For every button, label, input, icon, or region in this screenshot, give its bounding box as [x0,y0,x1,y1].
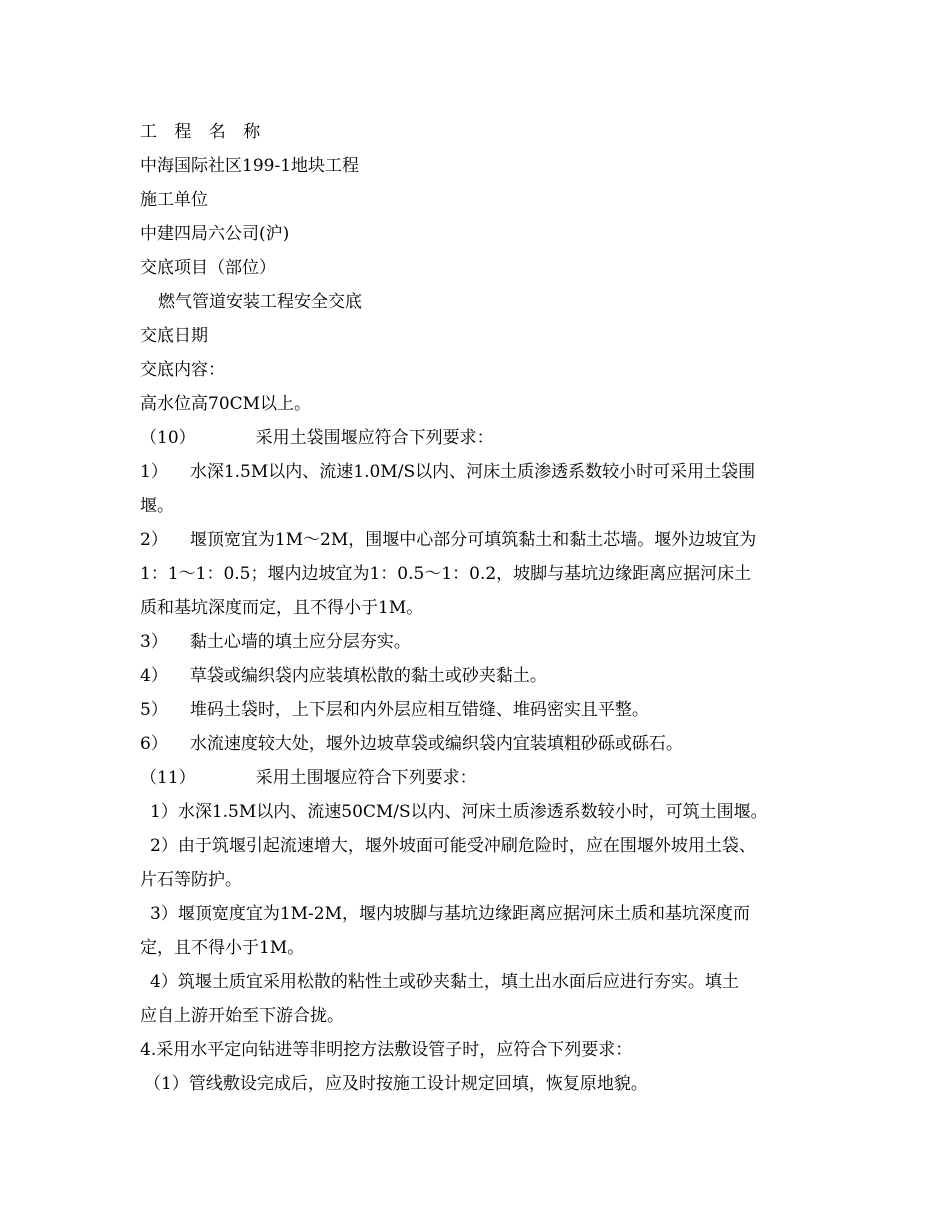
list-number: 3） [140,632,168,652]
section-number: （10） [140,428,196,448]
paragraph-line: 1：1～1：0.5；堰内边坡宜为1：0.5～1：0.2，坡脚与基坑边缘距离应据河床土 [140,564,752,584]
section-heading [140,421,830,455]
section-title: 采用土袋围堰应符合下列要求： [255,428,494,448]
paragraph-line: 定，且不得小于1M。 [140,938,305,958]
list-item [140,625,830,659]
list-item: 2）由于筑堰引起流速增大，堰外坡面可能受冲刷危险时，应在围堰外坡用土袋、 [150,836,756,856]
item-label: 交底项目（部位） [140,258,276,278]
list-number: 6） [140,734,168,754]
section-title: 采用土围堰应符合下列要求： [255,768,477,788]
list-item: 4）筑堰土质宜采用松散的粘性土或砂夹黏土，填土出水面后应进行夯实。填土 [150,972,739,992]
list-text: 堰顶宽宜为1M～2M，围堰中心部分可填筑黏土和黏土芯墙。堰外边坡宜为 [189,530,757,550]
list-number: 5） [140,700,168,720]
paragraph-line: 质和基坑深度而定，且不得小于1M。 [140,598,424,618]
paragraph-line: 片石等防护。 [140,870,242,890]
paragraph-line: 高水位高70CM以上。 [140,394,312,414]
item-value: 燃气管道安装工程安全交底 [158,292,362,312]
list-number: 4） [140,666,168,686]
document-page [140,115,830,1101]
list-item: 1）水深1.5M以内、流速50CM/S以内、河床土质渗透系数较小时，可筑土围堰。 [150,802,768,822]
section-heading: 4.采用水平定向钻进等非明挖方法敷设管子时，应符合下列要求： [140,1040,633,1060]
section-heading [140,761,830,795]
list-number: 1） [140,462,168,482]
section-number: （11） [140,768,196,788]
paragraph-line: 堰。 [140,496,174,516]
project-name-value: 中海国际社区199-1地块工程 [140,156,360,176]
list-item: 3）堰顶宽度宜为1M-2M，堰内坡脚与基坑边缘距离应据河床土质和基坑深度而 [150,904,751,924]
paragraph-line: 应自上游开始至下游合拢。 [140,1006,344,1026]
list-item [140,659,830,693]
list-item [140,693,830,727]
list-text: 水深1.5M以内、流速1.0M/S以内、河床土质渗透系数较小时可采用土袋围 [189,462,756,482]
list-item [140,727,830,761]
contractor-value: 中建四局六公司(沪) [140,224,290,244]
date-label: 交底日期 [140,326,208,346]
list-text: 草袋或编织袋内应装填松散的黏土或砂夹黏土。 [189,666,547,686]
contractor-label: 施工单位 [140,190,208,210]
list-item: （1）管线敷设完成后，应及时按施工设计规定回填，恢复原地貌。 [144,1074,648,1094]
list-item [140,523,830,557]
content-label: 交底内容： [140,360,225,380]
list-number: 2） [140,530,168,550]
list-text: 黏土心墙的填土应分层夯实。 [189,632,411,652]
list-item [140,455,830,489]
list-text: 水流速度较大处，堰外边坡草袋或编织袋内宜装填粗砂砾或砾石。 [189,734,683,754]
list-text: 堆码土袋时，上下层和内外层应相互错缝、堆码密实且平整。 [189,700,649,720]
project-name-label: 工 程 名 称 [140,122,267,142]
